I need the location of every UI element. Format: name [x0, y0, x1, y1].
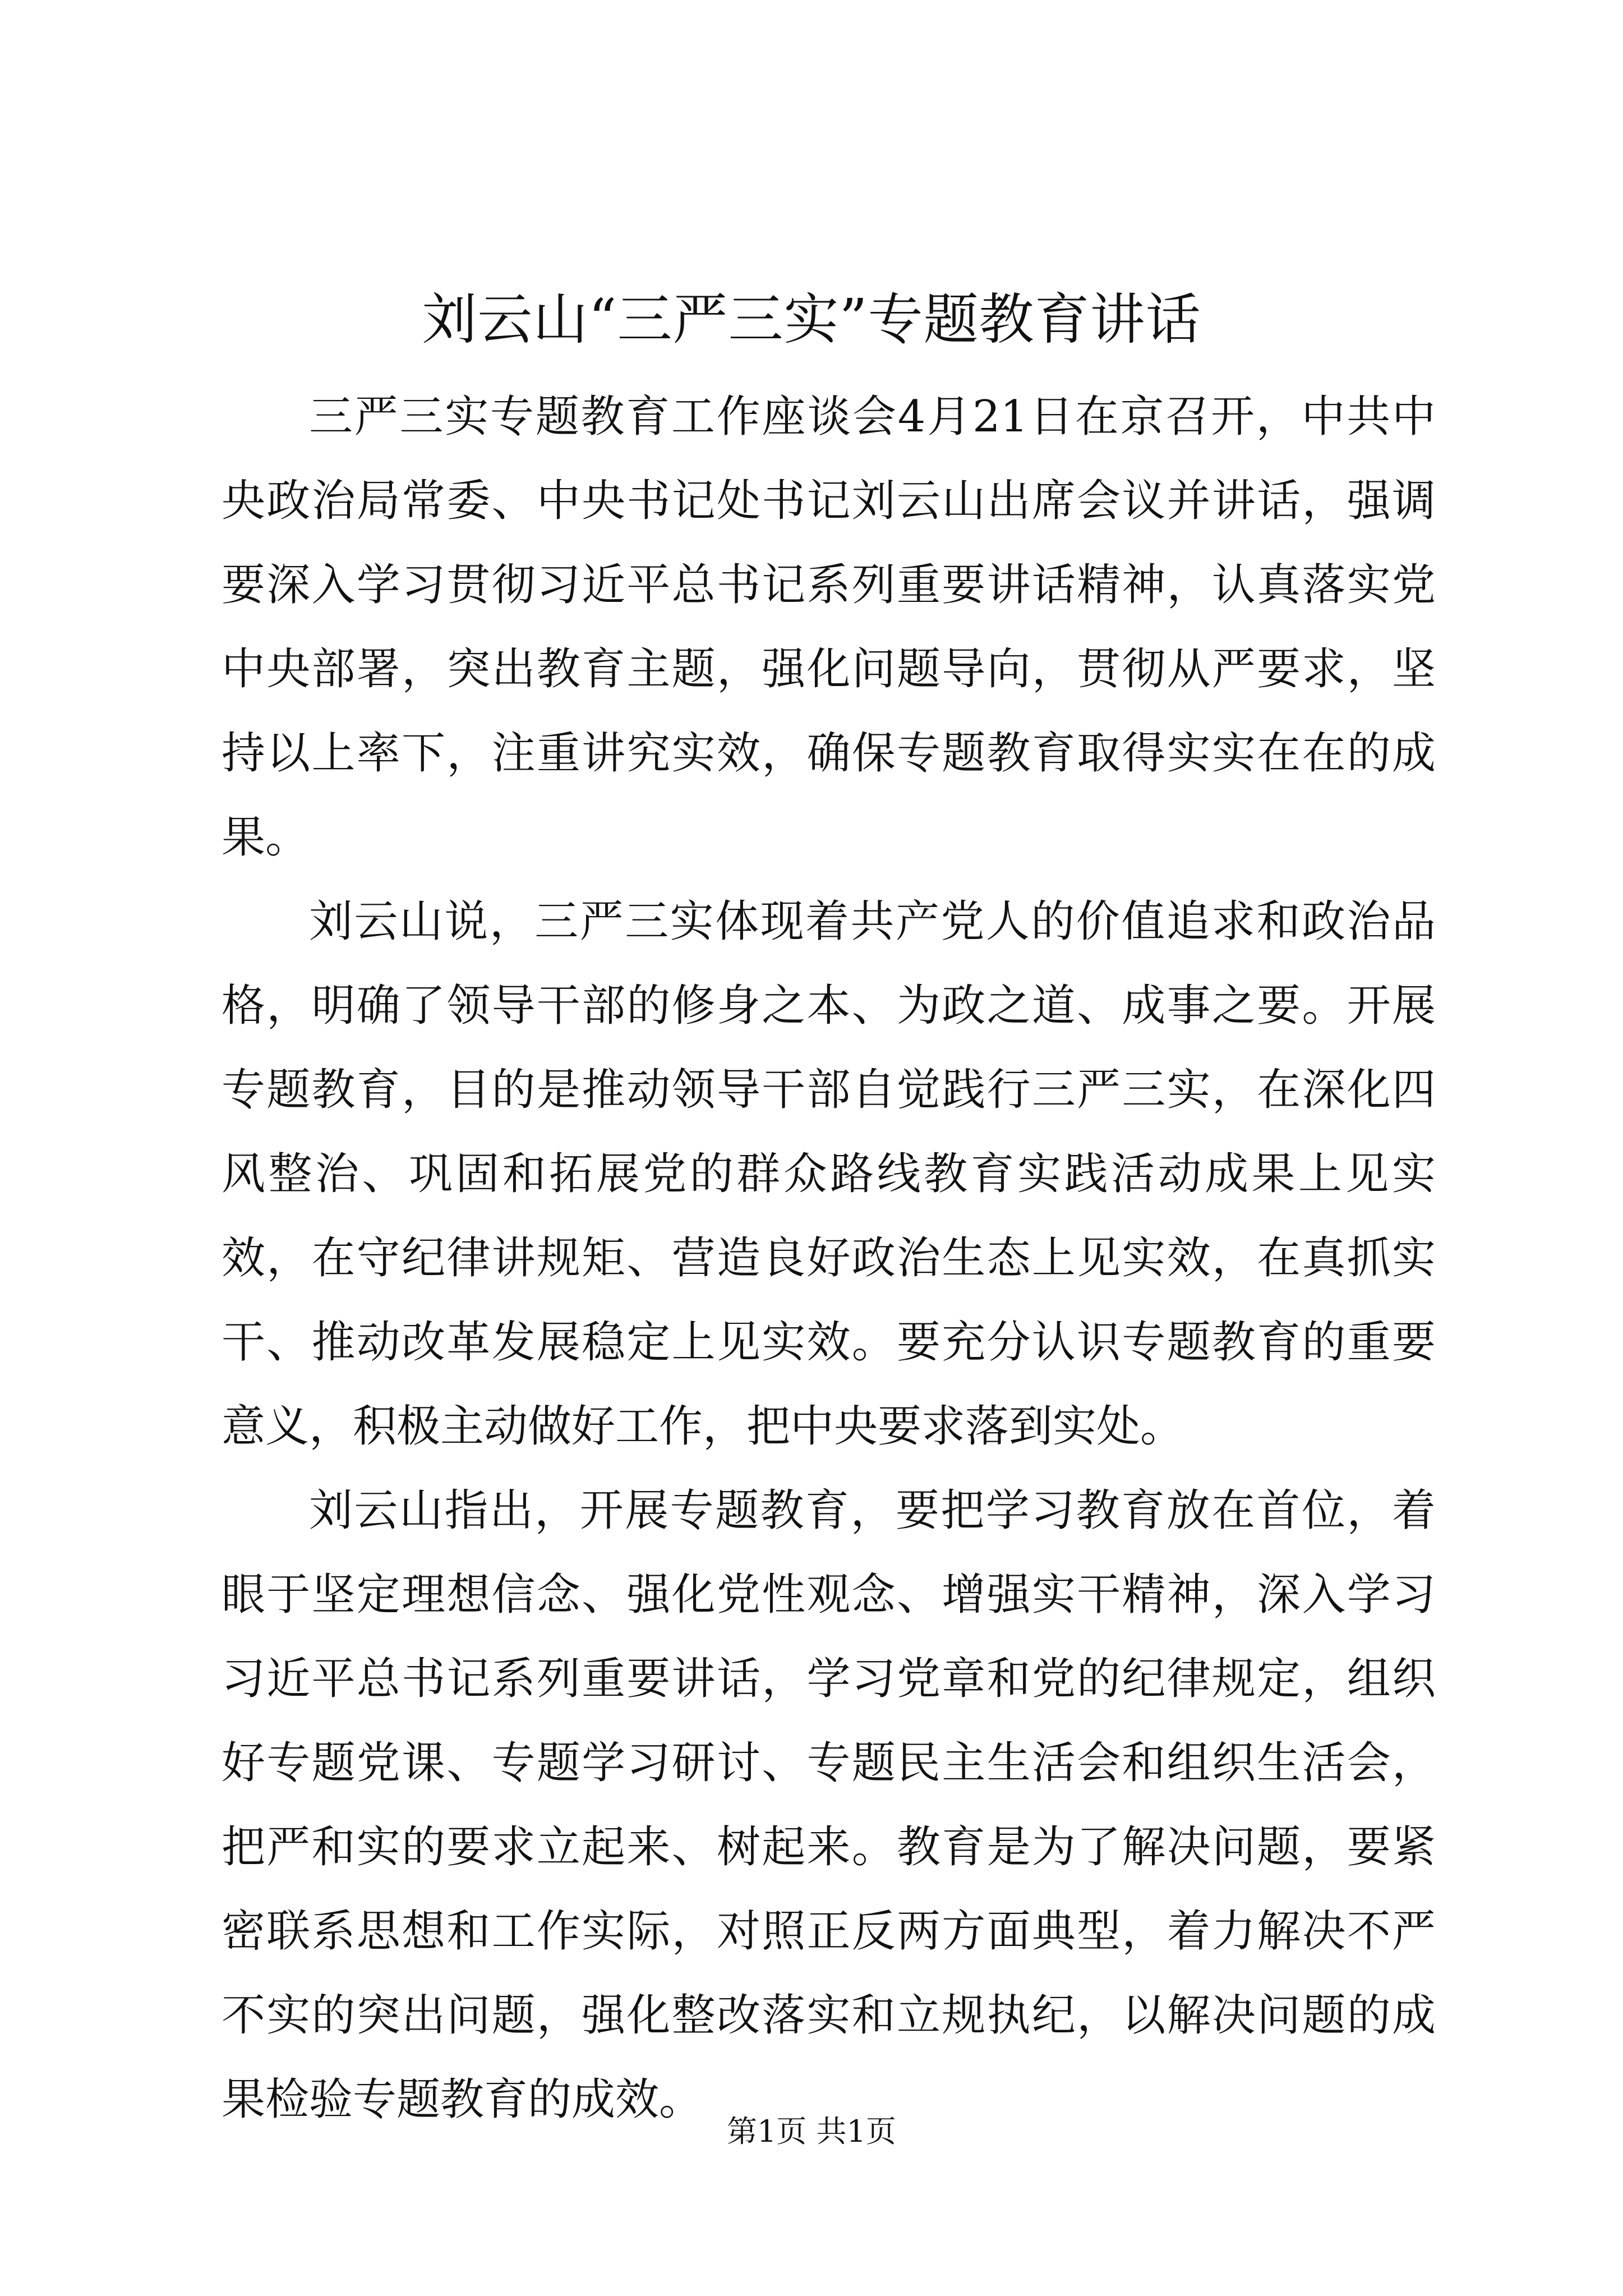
paragraph-3: 刘云山指出，开展专题教育，要把学习教育放在首位，着眼于坚定理想信念、强化党性观念、增强实干精神，深入学习习近平总书记系列重要讲话，学习党章和党的纪律规定，组织好专题党课、专题学习研讨、专题民主生活会和组织生活会，把严和实的要求立起来、树起来。教育是为了解决问题，要紧密联系思想和工作实际，对照正反两方面典型，着力解决不严不实的突出问题，强化整改落实和立规执纪，以解决问题的成果检验专题教育的成效。: [222, 1485, 1436, 2125]
document-title: 刘云山“三严三实”专题教育讲话: [422, 288, 1201, 352]
document-body: [222, 375, 1436, 2142]
paragraph-2: 刘云山说，三严三实体现着共产党人的价值追求和政治品格，明确了领导干部的修身之本、为政之道、成事之要。开展专题教育，目的是推动领导干部自觉践行三严三实，在深化四风整治、巩固和拓展党的群众路线教育实践活动成果上见实效，在守纪律讲规矩、营造良好政治生态上见实效，在真抓实干、推动改革发展稳定上见实效。要充分认识专题教育的重要意义，积极主动做好工作，把中央要求落到实处。: [222, 896, 1436, 1452]
paragraph-1: 三严三实专题教育工作座谈会4月21日在京召开，中共中央政治局常委、中央书记处书记刘云山出席会议并讲话，强调要深入学习贯彻习近平总书记系列重要讲话精神，认真落实党中央部署，突出教育主题，强化问题导向，贯彻从严要求，坚持以上率下，注重讲究实效，确保专题教育取得实实在在的成果。: [222, 392, 1436, 863]
page-number-footer: 第1页 共1页: [727, 2114, 896, 2149]
